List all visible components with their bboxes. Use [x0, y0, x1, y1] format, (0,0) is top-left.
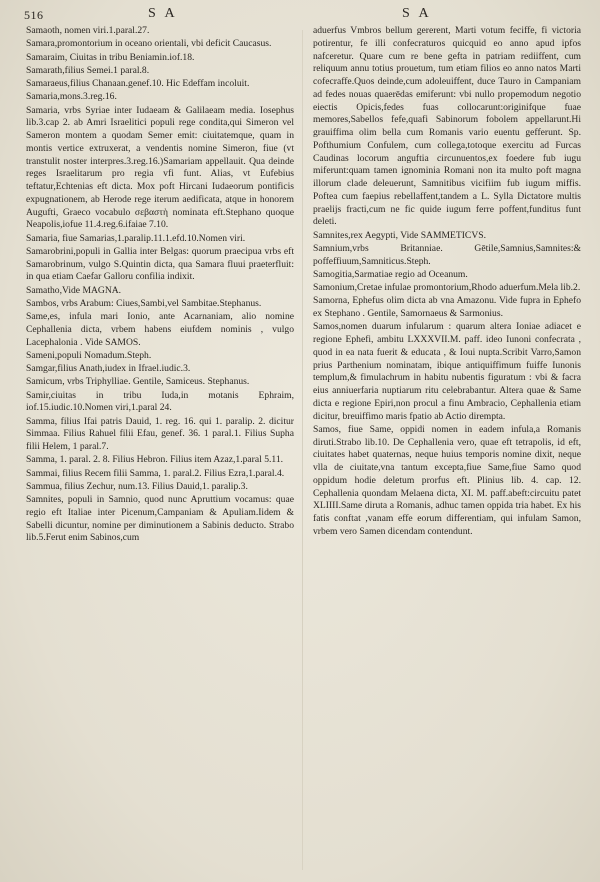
dictionary-entry: Samaria, fiue Samarias,1.paralip.11.1.efd.10.Nomen viri. — [26, 232, 246, 244]
dictionary-entry: Samarobrini,populi in Gallia inter Belgas: quorum praecipua vrbs eft Samarobrinum, vulgo S.Quintin dicta, qua Samara fluui praeterfluit: in qua etiam Caefar Galloru confilia indixit. — [26, 245, 294, 283]
page-number: 516 — [24, 8, 44, 22]
dictionary-entry: Samgar,filius Anath,iudex in Ifrael.iudic.3. — [26, 363, 191, 374]
dictionary-entry: Samaria,mons.3.reg.16. — [26, 91, 117, 103]
dictionary-entry: Sambos, vrbs Arabum: Ciues,Sambi,vel Sambitae.Stephanus. — [26, 297, 262, 309]
column-gutter — [302, 30, 303, 870]
dictionary-entry: Samnites,rex Aegypti, Vide SAMMETICVS. — [313, 229, 486, 241]
dictionary-entry: Sammai, filius Recem filii Samma, 1. paral.2. Filius Ezra,1.paral.4. — [26, 467, 285, 479]
dictionary-entry: Sameni,populi Nomadum.Steph. — [26, 349, 152, 361]
dictionary-entry: Samogitia,Sarmatiae regio ad Oceanum. — [313, 268, 468, 280]
dictionary-entry: Samarath,filius Semei.1 paral.8. — [26, 64, 150, 76]
dictionary-entry: Samaraim, Ciuitas in tribu Beniamin.iof.18. — [26, 51, 195, 63]
dictionary-entry: Sammua, filius Zechur, num.13. Filius Dauid,1. paralip.3. — [26, 480, 248, 492]
right-column — [313, 25, 581, 539]
left-column — [26, 25, 294, 546]
dictionary-entry: Samatho,Vide MAGNA. — [26, 284, 122, 296]
dictionary-entry: Samma, 1. paral. 2. 8. Filius Hebron. Filius item Azaz,1.paral 5.11. — [26, 454, 284, 466]
dictionary-entry: Samonium,Cretae infulae promontorium,Rhodo aduerfum.Mela lib.2. — [313, 282, 581, 293]
dictionary-entry: Samorna, Ephefus olim dicta ab vna Amazonu. Vide fupra in Ephefo ex Stephano . Gentile, Samornaeus & Sarmonius. — [313, 295, 581, 319]
left-running-head: S A — [148, 6, 178, 21]
dictionary-entry: Samos,nomen duarum infularum : quarum altera Ioniae adiacet e regione Ephefi, ambitu LXXXVII.M. paff. ideo Iunoni confecrata , quod in ea nata fuerit & educata , & Ioui nupta.Scribit Varro,Samon prius Parthenium nominatam, ibique antiquiffimum fuiffe Iunonis templum,& fimulachrum in habitu nubentis figuratum : vbi & facra eius anniuerfaria nuptiarum ritu celebrabantur. Altera quae & Same dicta e regione Epiri,non procul a finu Ambracio, Cephallenia etiam dicitur, breuiffimo maris fpatio ab Actio dirempta. — [313, 321, 581, 422]
dictionary-entry: Samara,promontorium in oceano orientali, vbi deficit Caucasus. — [26, 38, 272, 50]
dictionary-entry: Samaria, vrbs Syriae inter Iudaeam & Galilaeam media. Iosephus lib.3.cap 2. ab Amri Israelitici populi rege condita,qui Simeron vel Sameron montem a quodam Semer emit: ciuitatemque, quam in montis vertice extruxerat, a vendentis nomine Simeron, fiue (vt transtulit noster interpres.3.reg.16.)Samariam appellauit. Qua deinde reges Israelitarum pro regia vfi funt. Alias, vt Eufebius teftatur,Echtenias eft dicta. Mox poft Hircani Iudaeorum pontificis expugnationem, ab Herode rege iterum aedificata, atque in honorem Augufti, Graeco vocabulo σεβαστὴ nominata eft.Stephano quoque Neapolis,iofue 11.4.reg.6.ifaiae 7.10. — [26, 104, 294, 231]
dictionary-entry: Samos, fiue Same, oppidi nomen in eadem infula,a Romanis diruti.Strabo lib.10. De Cephallenia vero, quae eft tetrapolis, id eft, ciuitates habet quaternas, neque huius temporis nomine dixit, neque vlla de ciuitate,vna tantum excepta,fiue Same,fiue Samo quod oppidum hodie deletum prorfus eft. Plinius lib. 4. cap. 12. Cephallenia quondam Melaena dicta, XI. M. paff.abeft:circuitu patet XLIIII.Same diruta a Romanis, adhuc tamen oppida tria habet. Ex his fatis conftat ,vanam effe eorum differentiam, qui infulam Samon, vrbem vero Samen dicendam contendunt. — [313, 423, 581, 537]
right-running-head: S A — [402, 6, 432, 21]
dictionary-entry: Samnites, populi in Samnio, quod nunc Apruttium vocamus: quae regio eft Italiae inter Picenum,Campaniam & Apuliam.Iidem & Sabelli dicuntur, nomine per diminutionem a Sabinis deducto. Strabo lib.5.Ferut enim Sabinos,cum — [26, 494, 294, 544]
dictionary-entry: Samir,ciuitas in tribu Iuda,in motanis Ephraim, iof.15.iudic.10.Nomen viri,1.paral 24. — [26, 389, 294, 414]
dictionary-entry: Samaraeus,filius Chanaan.genef.10. Hic Edeffam incoluit. — [26, 78, 250, 89]
dictionary-entry: Samma, filius Ifai patris Dauid, 1. reg. 16. qui 1. paralip. 2. dicitur Simmaa. Filius Rahuel filii Efau, genef. 36. 1 paral.1. Filius Supha filii Helem, 1 paral.7. — [26, 415, 294, 452]
dictionary-entry: Samaoth, nomen viri.1.paral.27. — [26, 25, 150, 36]
dictionary-entry: Same,es, infula mari Ionio, ante Acarnaniam, alio nomine Cephallenia dicta, vrbem habens eiufdem nominis , vulgo Lacephalonia . Vide SAMOS. — [26, 311, 294, 348]
dictionary-entry: Samicum, vrbs Triphylliae. Gentile, Samiceus. Stephanus. — [26, 376, 250, 388]
dictionary-entry: Samnium,vrbs Britanniae. Gētile,Samnius,Samnites:& poffeffiuum,Samniticus.Steph. — [313, 242, 581, 267]
dictionary-entry-continued: aduerfus Vmbros bellum gererent, Marti votum feciffe, fi victoria potirentur, fe illi confecraturos quicquid eo anno apud ipfos nafceretur. Quare cum re bene gefta in patriam rediiffent, cum reliquum annu totius prouetum, tum etiam filios eo anno natos Marti cofecraffe.Quos deinde,cum adoleuiffent, duce Tauro in Campaniam ad fedes nouas quaerēdas emiferunt: vbi nullo propemodum negotio eiectis Opicis,fedes fuas collocarunt:originifque fuae memores,Sabellos fefe,quafi Sabinorum fobolem appellarunt.Hi grauiffima olim bella cum Romanis vario euentu gefferunt. Sp. Pofthumium Confulem, cum collega,totoque exercitu ad Furcas Caudinas locorum anguftia circunuentos,ex foedere fub iugu miferunt:quam tamen ignominia Romani non ita multo poft magna illorum clade deleuerunt, Samnitibus vicifiim fub iugum miffis. Poftea cum faepius rebellaffent,tandem a L. Sylla Dictatore multis praelijs fracti,cum ne fic quide iugum ferre poffent,funditus funt deleti. — [313, 25, 581, 228]
